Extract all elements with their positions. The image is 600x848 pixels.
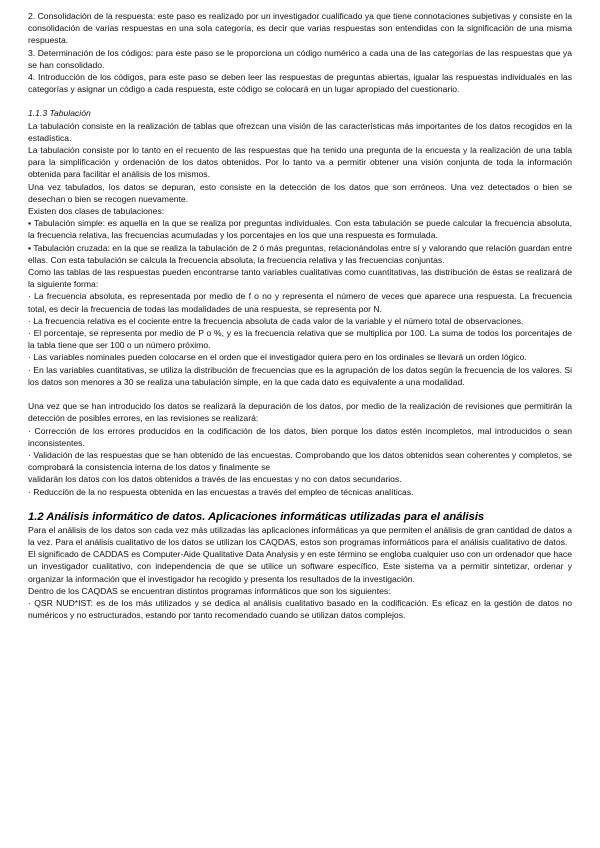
paragraph: 2. Consolidación de la respuesta: este paso es realizado por un investigador cualificado ya que tiene connotaciones subjetivas y consiste en la consolidación de varias respuestas en una sola categoría, es decir que varias respuestas son entendidas con la significación de una misma respuesta.	[28, 11, 572, 46]
paragraph: 3. Determinación de los códigos: para este paso se le proporciona un código numérico a cada una de las categorías de las respuestas que ya se han consolidado.	[28, 47, 572, 70]
document-page	[28, 10, 572, 621]
paragraph: El significado de CADDAS es Computer-Aide Qualitative Data Analysis y en este término se engloba cualquier uso con un ordenador que hace un investigador cualitativo, con independencia de que se utilice un software específico. Este sistema va a permitir sintetizar, ordenar y organizar la información que el investigador ha recogido y presenta los resultados de la investigación.	[28, 549, 572, 584]
paragraph: Para el análisis de los datos son cada vez más utilizadas las aplicaciones informáticas ya que permiten el análisis de gran cantidad de datos a la vez. Para el análisis cualitativo de los datos se utilizan los CAQDAS, estos son programas informáticos para el análisis cualitativo de datos.	[28, 524, 572, 547]
list-item: ▪ Tabulación simple: es aquella en la que se realiza por preguntas individuales. Con esta tabulación se puede calcular la frecuencia absoluta, la frecuencia relativa, las frecuencias acumuladas y los porcentajes en los que una respuesta es formulada.	[28, 218, 572, 241]
paragraph: 4. Introducción de los códigos, para este paso se deben leer las respuestas de preguntas abiertas, igualar las respuestas individuales en las categorías y asignar un código a cada respuesta, este código se colocará en un lugar apropiado del cuestionario.	[28, 72, 572, 95]
list-item: · Reducción de la no respuesta obtenida en las encuestas a través del empleo de técnicas analíticas.	[28, 486, 414, 497]
list-item: · El porcentaje, se representa por medio de P o %, y es la frecuencia relativa que se multiplica por 100. La suma de todos los porcentajes de la tabla tiene que ser 100 o un número próximo.	[28, 328, 572, 351]
paragraph: Como las tablas de las respuestas pueden encontrarse tanto variables cualitativas como cuantitativas, las distribución de éstas se realizará de la siguiente forma:	[28, 267, 572, 290]
paragraph: La tabulación consiste en la realización de tablas que ofrezcan una visión de las características más importantes de los datos recogidos en la estadística.	[28, 120, 572, 143]
paragraph: Dentro de los CAQDAS se encuentran distintos programas informáticos que son los siguientes:	[28, 585, 391, 596]
paragraph: La tabulación consiste por lo tanto en el recuento de las respuestas que ha tenido una pregunta de la encuesta y la realización de una tabla para la simplificación y ordenación de los datos obtenidos. Por lo tanto va a permitir obtener una visión conjunta de toda la información obtenida para facilitar el análisis de los mismos.	[28, 145, 572, 180]
paragraph: validarán los datos con los datos obtenidos a través de las encuestas y no con datos secundarios.	[28, 474, 402, 485]
subsection-heading: 1.1.3 Tabulación	[28, 108, 91, 119]
list-item: · QSR NUD*IST: es de los más utilizados y se dedica al análisis cualitativo basado en la codificación. Es eficaz en la gestión de datos no numéricos y no estructurados, estando por tanto recomendado cuando se utilizan datos complejos.	[28, 597, 572, 621]
list-item: ▪ Tabulación cruzada: en la que se realiza la tabulación de 2 ó más preguntas, relacionándolas entre sí y valorando que relación guardan entre ellas. Con esta tabulación se calcula la frecuencia absoluta, la frecuencia relativa y las frecuencias conjuntas.	[28, 242, 572, 265]
paragraph: Existen dos clases de tabulaciones:	[28, 206, 165, 217]
section-heading: 1.2 Análisis informático de datos. Aplicaciones informáticas utilizadas para el análisis	[28, 510, 485, 523]
list-item: · Corrección de los errores producidos en la codificación de los datos, bien porque los datos estén incompletos, mal introducidos o sean inconsistentes.	[28, 425, 572, 448]
list-item: · La frecuencia relativa es el cociente entre la frecuencia absoluta de cada valor de la variable y el número total de observaciones.	[28, 315, 524, 326]
paragraph: Una vez que se han introducido los datos se realizará la depuración de los datos, por medio de la realización de revisiones que permitirán la detección de posibles errores, en las revisiones se realizará:	[28, 401, 572, 424]
list-item: · En las variables cuantitativas, se utiliza la distribución de frecuencias que es la agrupación de los datos según la frecuencia de los valores. Si los datos son menores a 30 se realiza una tabulación simple, en la que cada dato es equivalente a una modalidad.	[28, 364, 572, 387]
list-item: · La frecuencia absoluta, es representada por medio de f o no y representa el número de veces que aparece una respuesta. La frecuencia total, es decir la frecuencia de todas las modalidades de una respuesta, se representa por N.	[28, 291, 572, 314]
list-item: · Validación de las respuestas que se han obtenido de las encuestas. Comprobando que los datos obtenidos sean coherentes y completos, se comprobará la consistencia interna de los datos y finalmente se	[28, 449, 572, 473]
paragraph: Una vez tabulados, los datos se depuran, esto consiste en la detección de los datos que son erróneos. Una vez detectados o bien se desechan o bien se recogen nuevamente.	[28, 181, 572, 204]
list-item: · Las variables nominales pueden colocarse en el orden que el investigador quiera pero en los ordinales se llevará un orden lógico.	[28, 352, 527, 363]
